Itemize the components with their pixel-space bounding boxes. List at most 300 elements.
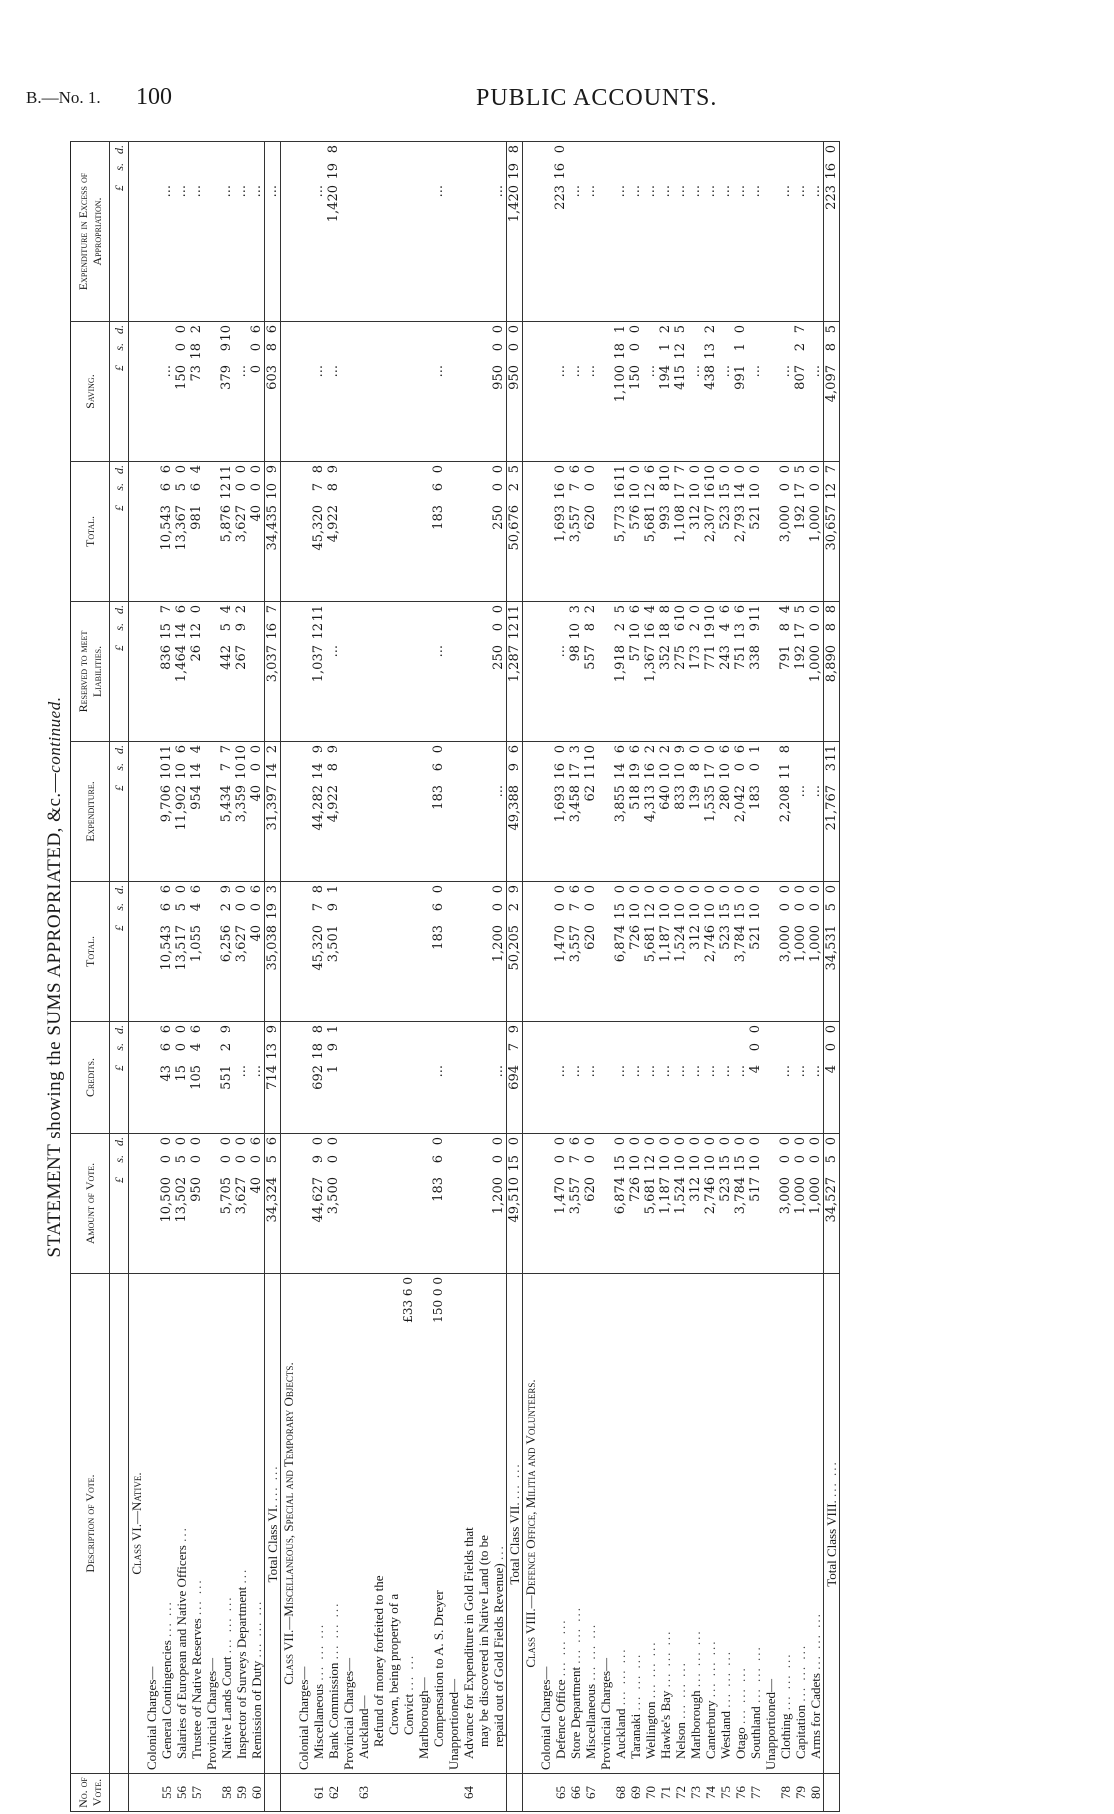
total-cell xyxy=(598,882,613,1022)
reserved-cell xyxy=(189,602,204,742)
amount-pounds: ... xyxy=(249,1065,264,1078)
reserved-cell xyxy=(446,602,461,742)
excess-cell xyxy=(643,142,658,322)
description-text: Provincial Charges— xyxy=(204,1657,219,1770)
expenditure-cell xyxy=(204,742,219,882)
unit-label: £ xyxy=(112,505,126,511)
total-cell xyxy=(628,882,643,1022)
amount-shillings: 9 xyxy=(219,343,234,352)
amount-pence: 0 xyxy=(613,1137,628,1146)
amount-pounds: 5,705 xyxy=(219,1177,234,1215)
table-row xyxy=(204,142,219,1812)
excess-cell xyxy=(341,142,356,322)
amount-pounds: 4 xyxy=(824,1065,839,1074)
amount-pounds: 5,434 xyxy=(219,785,234,823)
description-text: Total Class VI. xyxy=(265,1504,280,1583)
total-2-cell xyxy=(446,462,461,602)
amount-pence xyxy=(748,145,763,163)
amount-shillings: 0 xyxy=(583,1155,598,1164)
amount-pence xyxy=(234,145,249,163)
amount-pence: 9 xyxy=(507,1025,522,1034)
amount-of-vote-cell xyxy=(824,1134,840,1274)
amount-shillings: 14 xyxy=(733,483,748,500)
total-cell xyxy=(219,882,234,1022)
amount-shillings: 16 xyxy=(643,623,658,640)
amount-pounds: 34,531 xyxy=(824,925,839,971)
vote-number xyxy=(129,1774,145,1812)
amount-pence: 7 xyxy=(219,745,234,754)
expenditure-cell xyxy=(538,742,553,882)
total-2-cell xyxy=(673,462,688,602)
table-row xyxy=(568,142,583,1812)
unit-labels xyxy=(110,602,129,742)
total-cell xyxy=(249,882,265,1022)
amount-shillings: 14 xyxy=(189,763,204,780)
amount-pounds: 3,627 xyxy=(234,1177,249,1215)
amount-pence xyxy=(326,605,341,623)
amount-pounds: 6,874 xyxy=(613,1177,628,1215)
total-2-cell xyxy=(491,462,507,602)
unit-labels xyxy=(110,462,129,602)
amount-pounds: 3,557 xyxy=(568,505,583,543)
amount-pence: 0 xyxy=(733,325,748,334)
expenditure-cell xyxy=(598,742,613,882)
amount-pence: 0 xyxy=(174,465,189,474)
expenditure-cell xyxy=(808,742,824,882)
reserved-cell xyxy=(219,602,234,742)
vote-description xyxy=(204,1274,219,1774)
amount-pounds: 45,320 xyxy=(311,505,326,551)
amount-pence xyxy=(718,145,733,163)
total-cell xyxy=(808,882,824,1022)
credits-cell xyxy=(416,1022,431,1134)
amount-pounds: ... xyxy=(778,185,793,198)
description-text: Miscellaneous xyxy=(583,1683,598,1759)
amount-shillings: 8 xyxy=(658,483,673,492)
amount-shillings: 0 xyxy=(249,903,264,912)
vote-number: 70 xyxy=(643,1774,658,1812)
amount-of-vote-cell xyxy=(219,1134,234,1274)
total-cell xyxy=(204,882,219,1022)
total-cell xyxy=(763,882,778,1022)
reserved-cell xyxy=(326,602,341,742)
amount-of-vote-cell xyxy=(341,1134,356,1274)
expenditure-cell xyxy=(523,742,539,882)
unit-labels xyxy=(110,742,129,882)
amount-pounds: 694 xyxy=(507,1065,522,1090)
amount-pounds: 950 xyxy=(491,365,506,390)
leader-dots: ... xyxy=(234,1567,249,1584)
total-cell xyxy=(718,882,733,1022)
total-2-cell xyxy=(174,462,189,602)
expenditure-cell xyxy=(748,742,763,882)
saving-cell xyxy=(583,322,598,462)
vote-description xyxy=(673,1274,688,1774)
amount-pounds: ... xyxy=(673,185,688,198)
amount-pounds: 1,918 xyxy=(613,645,628,683)
total-2-cell xyxy=(507,462,523,602)
amount-pence xyxy=(311,145,326,163)
amount-pence: 6 xyxy=(189,885,204,894)
amount-pence: 0 xyxy=(673,885,688,894)
amount-shillings: 6 xyxy=(159,903,174,912)
unit-labels xyxy=(110,882,129,1022)
amount-pence: 0 xyxy=(189,605,204,614)
amount-pence: 0 xyxy=(234,1137,249,1146)
amount-pounds: 192 xyxy=(793,505,808,530)
amount-pence xyxy=(688,145,703,163)
amount-pence xyxy=(808,325,823,343)
total-2-cell xyxy=(688,462,703,602)
amount-pounds: 3,037 xyxy=(265,645,280,683)
vote-description xyxy=(281,1274,297,1774)
total-row xyxy=(265,142,281,1812)
credits-cell xyxy=(688,1022,703,1134)
amount-pence: 6 xyxy=(174,745,189,754)
amount-shillings: 7 xyxy=(507,1043,522,1052)
amount-shillings: 0 xyxy=(219,1155,234,1164)
amount-pounds: 1,693 xyxy=(553,785,568,823)
unit-label: d. xyxy=(112,885,126,894)
vote-number: 58 xyxy=(219,1774,234,1812)
description-text: Class VIII.—Defence Office, Militia and Volunteers. xyxy=(523,1379,538,1668)
excess-cell xyxy=(174,142,189,322)
amount-pounds: 21,767 xyxy=(824,785,839,831)
credits-cell xyxy=(763,1022,778,1134)
amount-pence: 6 xyxy=(159,885,174,894)
vote-description xyxy=(718,1274,733,1774)
amount-pence xyxy=(431,605,446,623)
vote-number xyxy=(476,1774,491,1812)
amount-pence: 0 xyxy=(219,1137,234,1146)
amount-of-vote-cell xyxy=(281,1134,297,1274)
reserved-cell xyxy=(824,602,840,742)
amount-pence: 1 xyxy=(326,885,341,894)
amount-shillings xyxy=(326,343,341,365)
class-heading-row xyxy=(281,142,297,1812)
amount-of-vote-cell xyxy=(491,1134,507,1274)
vote-description xyxy=(748,1274,763,1774)
total-2-cell xyxy=(703,462,718,602)
col-expenditure: Expenditure. xyxy=(71,742,110,882)
saving-cell xyxy=(748,322,763,462)
excess-cell xyxy=(416,142,431,322)
amount-of-vote-cell xyxy=(733,1134,748,1274)
amount-pounds: 194 xyxy=(658,365,673,390)
total-2-cell xyxy=(583,462,598,602)
unit-labels xyxy=(110,322,129,462)
description-text: Crown, being property of a xyxy=(386,1593,401,1735)
amount-pounds: 791 xyxy=(778,645,793,670)
amount-shillings: 6 xyxy=(159,1043,174,1052)
amount-pence: 2 xyxy=(643,745,658,754)
amount-pence: 11 xyxy=(507,605,522,622)
amount-pounds: 640 xyxy=(658,785,673,810)
amount-shillings: 10 xyxy=(265,483,280,500)
amount-pounds: ... xyxy=(553,645,568,658)
amount-pounds: 31,397 xyxy=(265,785,280,831)
amount-shillings: 10 xyxy=(568,623,583,640)
unit-label: d. xyxy=(112,1025,126,1034)
amount-pence: 0 xyxy=(643,885,658,894)
amount-of-vote-cell xyxy=(598,1134,613,1274)
amount-pounds: 250 xyxy=(491,645,506,670)
credits-cell xyxy=(568,1022,583,1134)
amount-pence: 0 xyxy=(808,465,823,474)
amount-shillings: 0 xyxy=(249,483,264,492)
description-text: Taranaki xyxy=(628,1713,643,1759)
total-cell xyxy=(234,882,249,1022)
vote-number: 76 xyxy=(733,1774,748,1812)
amount-shillings: 8 xyxy=(326,763,341,772)
amount-pence: 0 xyxy=(174,1137,189,1146)
description-text: Native Lands Court xyxy=(219,1656,234,1759)
unit-label: s. xyxy=(112,623,126,631)
amount-pence: 0 xyxy=(688,465,703,474)
description-text: Bank Commission xyxy=(326,1662,341,1759)
amount-pence xyxy=(265,145,280,163)
amount-pence: 6 xyxy=(189,1025,204,1034)
unit-header-row xyxy=(110,142,129,1812)
unit-label: d. xyxy=(112,325,126,334)
saving-cell xyxy=(507,322,523,462)
vote-number xyxy=(416,1774,431,1812)
table-row xyxy=(748,142,763,1812)
amount-shillings xyxy=(643,1043,658,1065)
table-row xyxy=(386,142,401,1812)
amount-pounds: ... xyxy=(748,365,763,378)
amount-of-vote-cell xyxy=(234,1134,249,1274)
amount-shillings: 5 xyxy=(174,1155,189,1164)
table-row xyxy=(461,142,476,1812)
leader-dots: ... ... xyxy=(401,1653,416,1691)
total-cell xyxy=(583,882,598,1022)
vote-description xyxy=(341,1274,356,1774)
amount-pounds: 13,502 xyxy=(174,1177,189,1223)
expenditure-cell xyxy=(341,742,356,882)
amount-shillings: 6 xyxy=(189,483,204,492)
expenditure-cell xyxy=(431,742,446,882)
amount-pounds: ... xyxy=(613,1065,628,1078)
amount-shillings: 0 xyxy=(778,483,793,492)
amount-pence: 10 xyxy=(658,465,673,482)
amount-pounds: ... xyxy=(311,185,326,198)
amount-pounds: ... xyxy=(643,365,658,378)
vote-number xyxy=(296,1774,311,1812)
amount-shillings: 14 xyxy=(265,763,280,780)
excess-cell xyxy=(598,142,613,322)
expenditure-cell xyxy=(553,742,568,882)
amount-pence xyxy=(553,605,568,623)
amount-pence xyxy=(733,145,748,163)
amount-of-vote-cell xyxy=(204,1134,219,1274)
amount-pence: 0 xyxy=(793,885,808,894)
description-text: Class VII.—Miscellaneous, Special and Temporary Objects. xyxy=(281,1362,296,1685)
table-row xyxy=(703,142,718,1812)
amount-shillings: 1 xyxy=(658,343,673,352)
leader-dots: ... ... ... xyxy=(718,1649,733,1708)
total-2-cell xyxy=(341,462,356,602)
saving-cell xyxy=(808,322,824,462)
amount-pounds: 40 xyxy=(249,785,264,802)
amount-pounds: 442 xyxy=(219,645,234,670)
amount-pounds: 954 xyxy=(189,785,204,810)
amount-pence: 0 xyxy=(491,325,506,334)
amount-pounds: 10,543 xyxy=(159,925,174,971)
leader-dots: ... ... ... xyxy=(733,1666,748,1724)
amount-pence xyxy=(718,325,733,343)
credits-cell xyxy=(583,1022,598,1134)
excess-cell xyxy=(538,142,553,322)
table-row xyxy=(718,142,733,1812)
amount-shillings xyxy=(673,1043,688,1065)
amount-pence: 0 xyxy=(778,1137,793,1146)
amount-pounds: ... xyxy=(778,1065,793,1078)
amount-pounds: 1,287 xyxy=(507,645,522,683)
amount-shillings: 15 xyxy=(613,1155,628,1172)
amount-pounds: 6,874 xyxy=(613,925,628,963)
vote-description xyxy=(808,1274,824,1774)
unit-label: s. xyxy=(112,1043,126,1051)
amount-pence: 11 xyxy=(748,605,763,622)
amount-pounds: 415 xyxy=(673,365,688,390)
amount-shillings xyxy=(718,163,733,185)
amount-pence xyxy=(748,325,763,343)
amount-pounds: 3,501 xyxy=(326,925,341,963)
amount-pence: 0 xyxy=(808,885,823,894)
amount-shillings: 5 xyxy=(174,903,189,912)
amount-pence: 9 xyxy=(673,745,688,754)
amount-shillings xyxy=(219,163,234,185)
total-cell xyxy=(778,882,793,1022)
saving-cell xyxy=(703,322,718,462)
total-cell xyxy=(476,882,491,1022)
amount-pounds: 4,922 xyxy=(326,505,341,543)
leader-dots: ... ... ... xyxy=(778,1652,793,1711)
amount-of-vote-cell xyxy=(174,1134,189,1274)
credits-cell xyxy=(538,1022,553,1134)
amount-of-vote-cell xyxy=(613,1134,628,1274)
vote-number: 80 xyxy=(808,1774,824,1812)
amount-shillings: 0 xyxy=(491,623,506,632)
description-text: Trustee of Native Reserves xyxy=(189,1618,204,1759)
excess-cell xyxy=(553,142,568,322)
amount-pence: 7 xyxy=(265,605,280,614)
amount-of-vote-cell xyxy=(356,1134,371,1274)
amount-shillings: 4 xyxy=(189,903,204,912)
amount-pence xyxy=(583,1025,598,1043)
amount-pounds: 40 xyxy=(249,1177,264,1194)
appropriation-table xyxy=(70,141,840,1812)
credits-cell xyxy=(189,1022,204,1134)
reserved-cell xyxy=(129,602,145,742)
amount-pounds: 981 xyxy=(189,505,204,530)
leader-dots: ... ... ... xyxy=(583,1622,598,1681)
total-2-cell xyxy=(401,462,416,602)
total-cell xyxy=(416,882,431,1022)
amount-pounds: ... xyxy=(703,1065,718,1078)
reserved-cell xyxy=(718,602,733,742)
amount-pounds: ... xyxy=(326,365,341,378)
amount-pence: 0 xyxy=(824,1137,839,1146)
excess-cell xyxy=(763,142,778,322)
amount-pounds: ... xyxy=(628,185,643,198)
total-2-cell xyxy=(129,462,145,602)
amount-shillings: 0 xyxy=(249,1155,264,1164)
table-row xyxy=(476,142,491,1812)
saving-cell xyxy=(204,322,219,462)
amount-pence: 8 xyxy=(326,145,341,154)
vote-description xyxy=(401,1274,416,1774)
total-cell xyxy=(733,882,748,1022)
amount-pounds: 267 xyxy=(234,645,249,670)
table-row xyxy=(219,142,234,1812)
reserved-cell xyxy=(356,602,371,742)
reserved-cell xyxy=(628,602,643,742)
vote-number: 61 xyxy=(311,1774,326,1812)
vote-description xyxy=(311,1274,326,1774)
amount-shillings: 13 xyxy=(703,343,718,360)
reserved-cell xyxy=(643,602,658,742)
amount-shillings xyxy=(491,1043,506,1065)
amount-shillings: 0 xyxy=(249,763,264,772)
amount-pounds: 34,435 xyxy=(265,505,280,551)
reserved-cell xyxy=(144,602,159,742)
total-cell xyxy=(658,882,673,1022)
amount-pence: 4 xyxy=(189,745,204,754)
vote-description xyxy=(144,1274,159,1774)
vote-number: 65 xyxy=(553,1774,568,1812)
amount-pounds: 73 xyxy=(189,365,204,382)
description-text: Unapportioned— xyxy=(446,1679,461,1770)
description-text: General Contingencies xyxy=(159,1640,174,1759)
amount-pounds: ... xyxy=(733,185,748,198)
amount-pounds: 30,657 xyxy=(824,505,839,551)
description-text: Provincial Charges— xyxy=(598,1657,613,1770)
table-row xyxy=(356,142,371,1812)
credits-cell xyxy=(507,1022,523,1134)
saving-cell xyxy=(763,322,778,462)
vote-description xyxy=(824,1274,840,1774)
vote-number: 60 xyxy=(249,1774,265,1812)
amount-shillings: 8 xyxy=(265,343,280,352)
excess-cell xyxy=(718,142,733,322)
amount-shillings: 12 xyxy=(311,623,326,640)
amount-shillings: 10 xyxy=(748,1155,763,1172)
expenditure-cell xyxy=(129,742,145,882)
table-row xyxy=(249,142,265,1812)
amount-pounds: 4,313 xyxy=(643,785,658,823)
amount-shillings: 16 xyxy=(643,763,658,780)
reserved-cell xyxy=(386,602,401,742)
credits-cell xyxy=(658,1022,673,1134)
reserved-cell xyxy=(371,602,386,742)
amount-pence xyxy=(673,1025,688,1043)
credits-cell xyxy=(643,1022,658,1134)
inline-amount: 150 0 0 xyxy=(431,1277,445,1323)
amount-pence: 6 xyxy=(733,745,748,754)
amount-pence: 0 xyxy=(643,1137,658,1146)
amount-shillings xyxy=(688,1043,703,1065)
amount-shillings xyxy=(249,1043,264,1065)
table-row xyxy=(371,142,386,1812)
vote-description xyxy=(129,1274,145,1774)
vote-description xyxy=(703,1274,718,1774)
amount-pence xyxy=(658,145,673,163)
expenditure-cell xyxy=(718,742,733,882)
amount-shillings: 5 xyxy=(219,623,234,632)
amount-pence xyxy=(733,1025,748,1043)
